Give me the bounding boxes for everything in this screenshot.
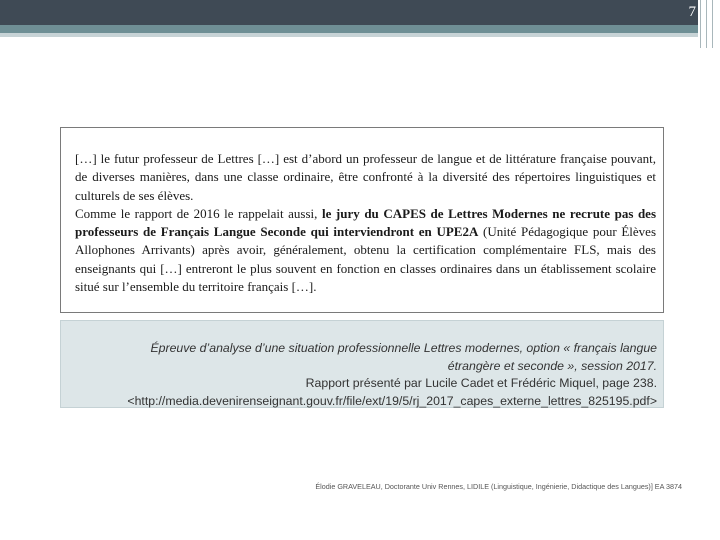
quote-text: Comme le rapport de 2016 le rappelait aussi,: [75, 205, 322, 221]
quote-text: (Unité Pédagogique pour Élèves Allophones Arrivants) après avoir, généralement, obtenu la certification complémentaire FLS, mais des enseignants qui […] entreront le plus souvent en fonction en classes ordinaires dans un établissement scolaire situé sur l’ensemble du territoire français […].: [75, 224, 657, 295]
decorative-vertical-line: [700, 0, 701, 48]
source-url: <http://media.devenirenseignant.gouv.fr/file/ext/19/5/rj_2017_capes_externe_lettres_825195.pdf>: [127, 393, 657, 408]
source-title-line: étrangère et seconde », session 2017.: [447, 358, 657, 373]
quote-box: [60, 127, 664, 313]
top-light-stripe: [0, 33, 698, 37]
quote-paragraph-1: […] le futur professeur de Lettres […] est d’abord un professeur de langue et de littérature française pouvant, de diverses manières, dans une classe ordinaire, être confronté à la diversité des répertoires linguistiques et culturels de ses élèves.: [75, 151, 656, 203]
slide-number: 7: [688, 4, 696, 20]
footer-credit: Élodie GRAVELEAU, Doctorante Univ Rennes, LIDILE (Linguistique, Ingénierie, Didactique des Langues)] EA 3874: [315, 482, 682, 491]
quote-emphasis: le jury du CAPES de Lettres Modernes ne recrute pas des professeurs de Français Langue Seconde qui interviendront en UPE2A: [75, 205, 657, 240]
top-banner: [0, 0, 698, 25]
source-report-line: Rapport présenté par Lucile Cadet et Frédéric Miquel, page 238.: [305, 376, 657, 390]
decorative-vertical-line: [712, 0, 713, 48]
source-title-line: Épreuve d’analyse d’une situation professionnelle Lettres modernes, option « français langue: [150, 341, 657, 355]
top-accent-stripe: [0, 25, 698, 33]
decorative-vertical-line: [706, 0, 707, 48]
source-citation-box: [60, 320, 664, 408]
quote-paragraph-2: [75, 205, 656, 296]
